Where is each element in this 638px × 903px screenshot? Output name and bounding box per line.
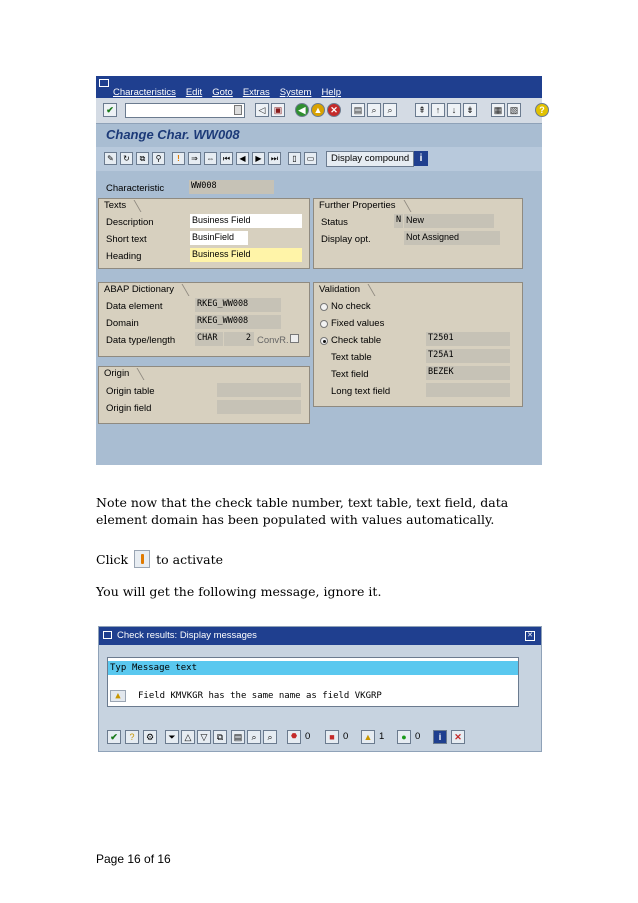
long-text-field-label: Long text field [331,386,391,397]
description-label: Description [106,217,154,228]
no-check-label: No check [331,301,371,312]
data-type-length-label: Data type/length [106,335,176,346]
display-compound-button[interactable]: Display compound [326,151,414,167]
first-page-icon[interactable]: ⇞ [415,103,429,117]
to-activate-text: to activate [156,552,224,567]
domain-label: Domain [106,318,139,329]
menu-items [113,87,341,98]
menu-edit[interactable]: Edit [185,87,203,98]
further-properties-title: Further Properties [316,200,410,212]
back-icon[interactable]: ◀ [295,103,309,117]
dialog-toolbar [105,728,535,746]
text-table-field: T25A1 [426,349,510,363]
check-table-radio[interactable] [320,337,328,345]
previous-page-icon[interactable]: ↑ [431,103,445,117]
data-type-field: CHAR [195,332,223,346]
activate-icon[interactable]: ! [172,152,185,165]
sort-down-icon[interactable]: ▽ [197,730,211,744]
click-text: Click [96,552,129,567]
data-element-label: Data element [106,301,163,312]
display-change-icon[interactable]: ✎ [104,152,117,165]
col-message-text[interactable]: Message text [132,663,198,673]
fixed-values-radio[interactable] [320,320,328,328]
warning-count: 1 [379,731,385,742]
check-table-field[interactable]: T2501 [426,332,510,346]
filter-icon[interactable]: ⏷ [165,730,179,744]
previous-entry-icon[interactable]: ◀ [236,152,249,165]
stop-count: 0 [305,731,311,742]
display-opt-value[interactable]: Not Assigned [404,231,500,245]
convr-checkbox[interactable] [290,334,299,343]
menu-system[interactable]: System [279,87,312,98]
origin-title: Origin [101,368,143,380]
domain-field: RKEG_WW008 [195,315,281,329]
create-session-icon[interactable]: ▦ [491,103,505,117]
dialog-window-icon [103,631,112,639]
command-dropdown-icon[interactable] [234,105,242,115]
no-check-radio[interactable] [320,303,328,311]
help-icon[interactable]: ? [535,103,549,117]
find-next-icon[interactable]: ⌕ [263,730,277,744]
find-next-icon[interactable]: ⌕ [383,103,397,117]
origin-panel [98,366,310,424]
sap-window-icon [99,79,109,87]
origin-table-label: Origin table [106,386,155,397]
col-typ[interactable]: Typ [110,663,127,673]
fixed-values-label: Fixed values [331,318,385,329]
note-paragraph: Note now that the check table number, text table, text field, data element domain has been populated with values automatically. [96,495,509,527]
click-instruction [96,550,223,568]
error-count: 0 [343,731,349,742]
status-value: New [404,214,494,228]
page-title: Change Char. WW008 [106,127,240,142]
print-icon[interactable]: ▤ [351,103,365,117]
cancel-icon[interactable]: ✕ [327,103,341,117]
description-input[interactable]: Business Field [190,214,302,228]
short-text-input[interactable]: BusinField [190,231,248,245]
dialog-title-bar [99,627,541,645]
last-entry-icon[interactable]: ⏭ [268,152,281,165]
display-list-icon[interactable]: ⇔ [204,152,217,165]
dialog-title: Check results: Display messages [117,630,257,641]
validation-title: Validation [316,284,374,296]
information-icon[interactable]: i [414,151,428,166]
data-element-field: RKEG_WW008 [195,298,281,312]
texts-panel-title: Texts [101,200,140,212]
menu-goto[interactable]: Goto [212,87,233,98]
copy-object-icon[interactable]: ⧉ [136,152,149,165]
abap-dictionary-panel [98,282,310,357]
menu-extras[interactable]: Extras [242,87,270,98]
message-text: Field KMVKGR has the same name as field VKGRP [138,691,382,701]
last-page-icon[interactable]: ⇟ [463,103,477,117]
validation-panel [313,282,523,407]
texts-panel [98,198,310,269]
table-row[interactable] [108,689,518,703]
status-code: N [394,214,403,228]
menu-bar [96,76,542,98]
error-icon[interactable]: ■ [325,730,339,744]
stop-icon[interactable]: ⬣ [287,730,301,744]
page-footer: Page 16 of 16 [96,852,171,866]
menu-help[interactable]: Help [321,87,341,98]
save-icon[interactable]: ▣ [271,103,285,117]
technical-info-icon[interactable]: ⚙ [143,730,157,744]
long-text-field-value [426,383,510,397]
sap-change-characteristic-screen [96,76,545,465]
message-table-header [108,661,518,675]
check-results-dialog [98,626,542,752]
short-text-label: Short text [106,234,147,245]
command-field[interactable] [125,103,245,118]
further-properties-panel [313,198,523,269]
success-count: 0 [415,731,421,742]
warning-icon: ▲ [110,690,126,702]
check-table-label: Check table [331,335,382,346]
where-used-icon[interactable]: ⇒ [188,152,201,165]
check-icon[interactable]: ⚲ [152,152,165,165]
first-entry-icon[interactable]: ⏮ [220,152,233,165]
next-entry-icon[interactable]: ▶ [252,152,265,165]
find-icon[interactable]: ⌕ [247,730,261,744]
next-page-icon[interactable]: ↓ [447,103,461,117]
origin-field-label: Origin field [106,403,152,414]
menu-characteristics[interactable]: Characteristics [113,87,176,98]
information-icon[interactable]: i [433,730,447,744]
message-table [107,657,519,707]
origin-table-field [217,383,301,397]
success-icon[interactable]: ● [397,730,411,744]
exit-icon[interactable]: ▲ [311,103,325,117]
text-field-label: Text field [331,369,369,380]
new-document-icon[interactable]: ▯ [288,152,301,165]
other-object-icon[interactable]: ↻ [120,152,133,165]
length-field: 2 [224,332,254,346]
continue-check-icon[interactable]: ✔ [107,730,121,744]
enter-check-icon[interactable]: ✔ [103,103,117,117]
warning-filter-icon[interactable]: ▲ [361,730,375,744]
heading-input[interactable]: Business Field [190,248,302,262]
characteristic-label: Characteristic [106,183,165,194]
text-field-value: BEZEK [426,366,510,380]
shortcut-icon[interactable]: ▧ [507,103,521,117]
abap-dictionary-title: ABAP Dictionary [101,284,188,296]
status-label: Status [321,217,348,228]
standard-toolbar [96,98,545,124]
heading-label: Heading [106,251,142,262]
origin-field-field [217,400,301,414]
characteristic-field: WW008 [189,180,274,194]
find-icon[interactable]: ⌕ [367,103,381,117]
help-icon[interactable]: ? [125,730,139,744]
close-icon[interactable]: ✕ [525,631,535,641]
sort-up-icon[interactable]: △ [181,730,195,744]
cancel-icon[interactable]: ✕ [451,730,465,744]
display-opt-label: Display opt. [321,234,371,245]
activate-icon [134,550,150,568]
message-intro: You will get the following message, ignore it. [96,584,382,599]
print-icon[interactable]: ▤ [231,730,245,744]
back-arrow-icon[interactable]: ◁ [255,103,269,117]
copy-icon[interactable]: ⧉ [213,730,227,744]
text-table-label: Text table [331,352,372,363]
application-toolbar [96,147,542,171]
convr-label: ConvR. [257,335,289,346]
copy-document-icon[interactable]: ▭ [304,152,317,165]
